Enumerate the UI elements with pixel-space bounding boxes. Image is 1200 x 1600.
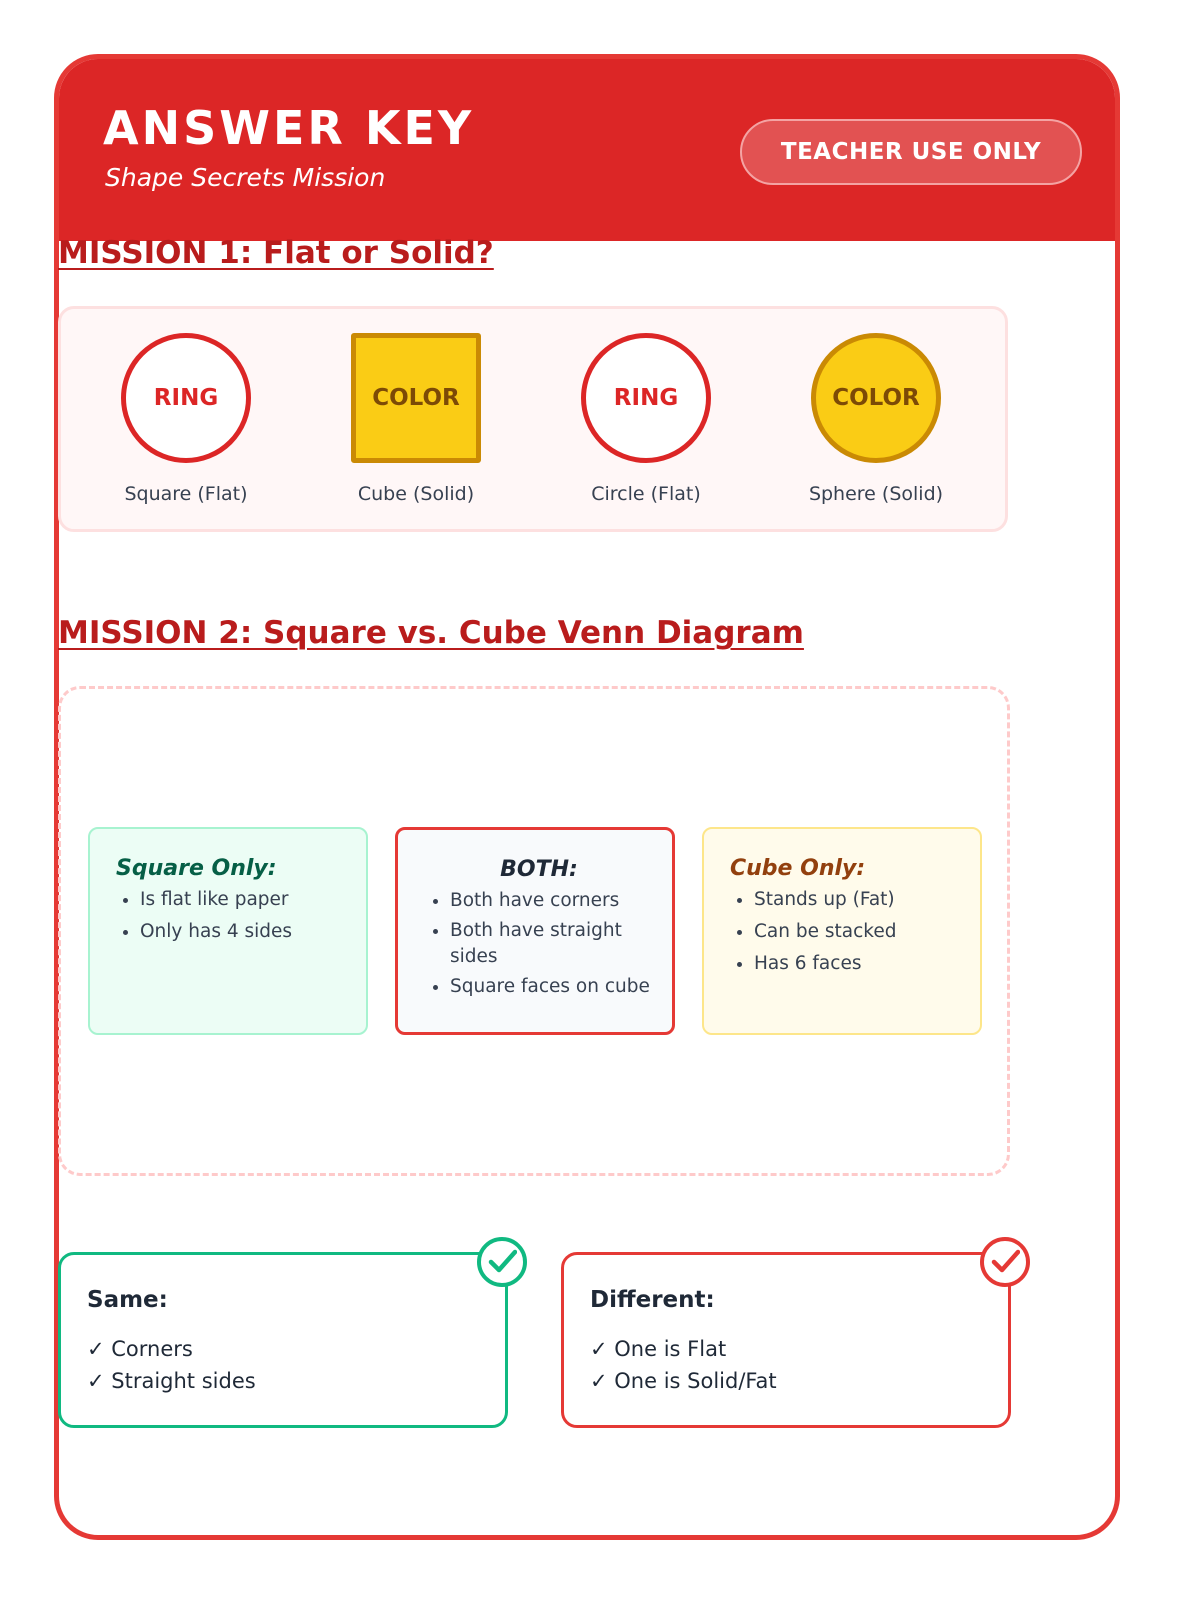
different-item: ✓ One is Flat [590,1337,727,1361]
different-box [561,1252,1011,1428]
ring-shape: RING [121,333,251,463]
list-item: • Stands up (Fat) [754,887,960,913]
same-item: ✓ Corners [87,1337,193,1361]
both-title: BOTH: [500,857,578,882]
list-item: • Is flat like paper [140,887,346,913]
list-item: • Both have straight sides [450,918,652,970]
both-box [395,827,675,1035]
square-only-box [88,827,368,1035]
list-item: • Can be stacked [754,919,960,945]
list-item: • Square faces on cube [450,974,652,1000]
cube-only-box [702,827,982,1035]
square-only-title: Square Only: [116,856,277,881]
yellow-circle-shape: COLOR [811,333,941,463]
same-title: Same: [87,1287,168,1313]
square-only-list [116,887,346,945]
yellow-square-shape: COLOR [351,333,481,463]
shape-label: Square (Flat) [124,483,248,505]
shape-item-cube [326,309,506,535]
list-item: • Only has 4 sides [140,919,346,945]
page-subtitle: Shape Secrets Mission [105,163,386,192]
same-item: ✓ Straight sides [87,1369,256,1393]
page-title: ANSWER KEY [103,101,475,155]
list-item: • Both have corners [450,888,652,914]
check-circle-icon [980,1237,1030,1287]
cube-only-title: Cube Only: [730,856,866,881]
check-circle-icon [477,1237,527,1287]
different-item: ✓ One is Solid/Fat [590,1369,777,1393]
shape-label: Sphere (Solid) [808,483,944,505]
both-list [426,888,652,1000]
mission-2-title: MISSION 2: Square vs. Cube Venn Diagram [58,615,804,651]
same-box [58,1252,508,1428]
header-banner [59,59,1115,241]
shape-label: Circle (Flat) [591,483,701,505]
venn-diagram-area [58,686,1010,1176]
cube-only-list [730,887,960,977]
shape-item-circle [556,309,736,535]
shape-label: Cube (Solid) [357,483,475,505]
shape-item-square [96,309,276,535]
list-item: • Has 6 faces [754,951,960,977]
mission-1-title: MISSION 1: Flat or Solid? [58,235,494,271]
different-title: Different: [590,1287,715,1313]
mission-1-shapes-panel [58,306,1008,532]
shape-item-sphere [786,309,966,535]
ring-shape: RING [581,333,711,463]
teacher-use-badge: TEACHER USE ONLY [740,119,1082,185]
